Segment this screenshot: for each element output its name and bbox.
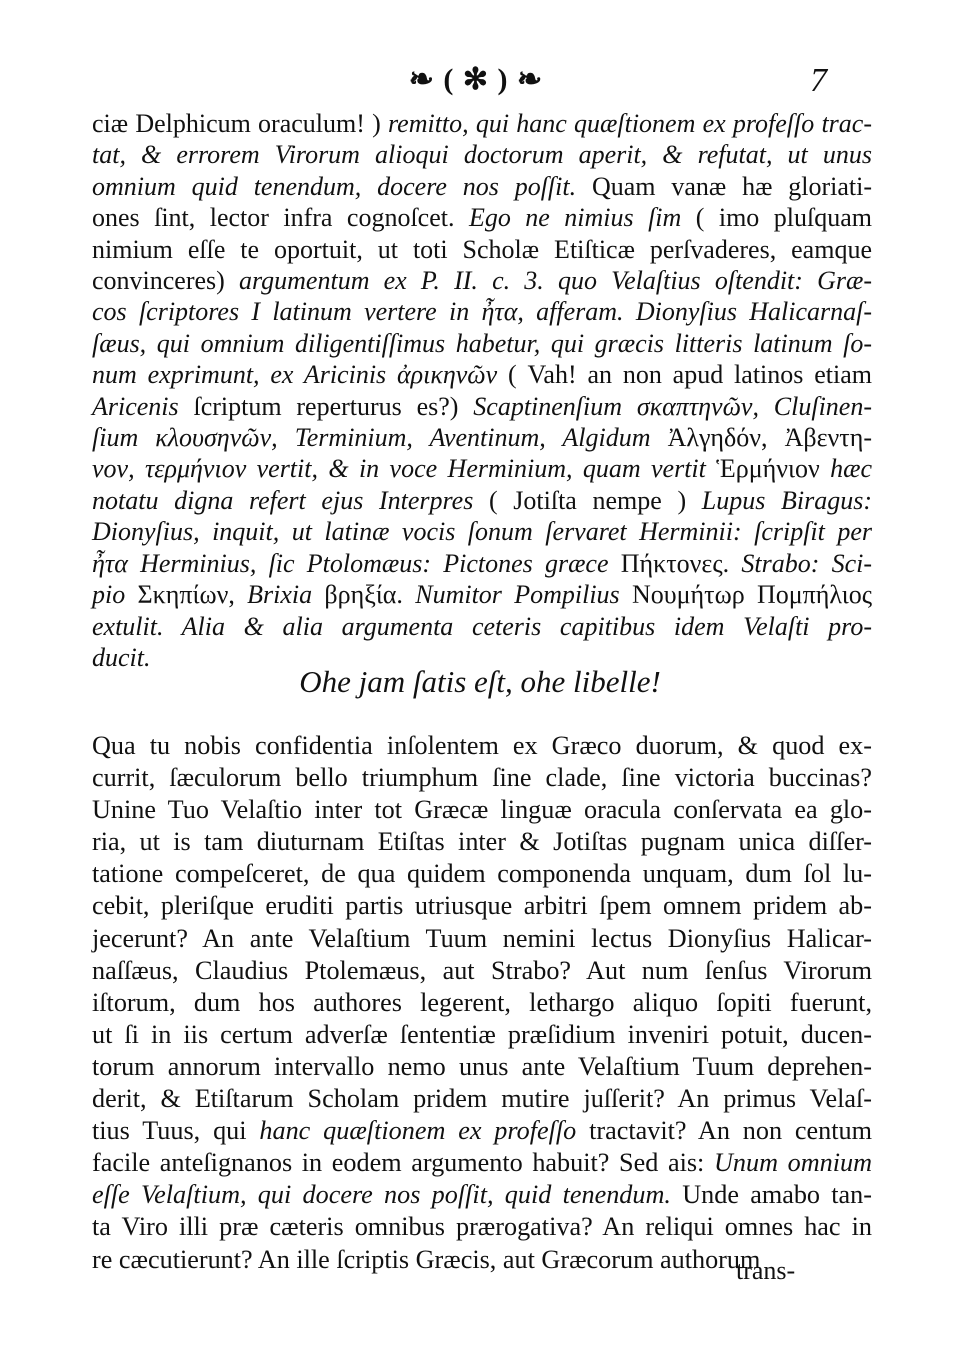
page-number: 7	[810, 62, 827, 99]
italic-run: omnium quid tenendum, docere nos poſſit.	[92, 171, 592, 201]
text-line	[92, 579, 872, 610]
text-line: jecerunt? An ante Velaſtium Tuum nemini lectus Dionyſius Halicar-	[92, 923, 872, 953]
text-line: iſtorum, dum hos authores legerent, lethargo aliquo ſopiti fuerunt,	[92, 987, 872, 1017]
roman-run: ( imo pluſquam	[695, 203, 872, 233]
text-line: tatione compeſceret, de qua quidem componenda unquam, dum ſol lu-	[92, 859, 872, 889]
text-line	[92, 453, 872, 484]
roman-run: tractavit? An non centum	[589, 1116, 872, 1146]
roman-run: nimium eſſe te oportuit, ut toti Scholæ Etiſticæ perſvaderes, eamque	[92, 234, 872, 264]
roman-run: tius Tuus, qui	[92, 1116, 260, 1146]
roman-run: ( Jotiſta nempe )	[488, 485, 702, 515]
text-line	[92, 265, 872, 296]
italic-run: tat, & errorem Virorum alioqui doctorum aperit, & refutat, ut unus	[92, 140, 872, 170]
text-line	[92, 139, 872, 170]
roman-run: facile anteſignanos in eodem argumento habuit? Sed ais:	[92, 1148, 714, 1178]
italic-run: pio	[92, 580, 138, 610]
italic-run: ducit.	[92, 642, 151, 672]
text-line	[92, 234, 872, 265]
text-line: currit, ſæculorum bello triumphum ſine clade, ſine victoria buccinas?	[92, 763, 872, 793]
text-line	[92, 611, 872, 642]
text-line: torum annorum intervallo nemo unus ante Velaſtium Tuum deprehen-	[92, 1051, 872, 1081]
text-line: ut ſi in iis certum adverſæ ſententiæ præſidium inveniri potuit, ducen-	[92, 1019, 872, 1049]
italic-run: extulit. Alia & alia argumenta ceteris capitibus idem Velaſti pro-	[92, 611, 872, 641]
italic-run: num exprimunt, ex Aricinis ἀρικηνῶν	[92, 360, 509, 390]
text-line: Unine Tuo Velaſtio inter tot Græcæ linguæ oracula conſervata ea glo-	[92, 795, 872, 825]
italic-run: cos ſcriptores I latinum vertere in ἦτα, afferam. Dionyſius Halicarnaſ-	[92, 297, 872, 327]
italic-run: hanc quæſtionem ex profeſſo	[259, 1116, 590, 1146]
roman-run: Πήκτονες.	[620, 548, 742, 578]
text-line	[92, 328, 872, 359]
roman-run: Σκηπίων,	[137, 580, 248, 610]
text-line	[92, 516, 872, 547]
italic-run: Unum omnium	[713, 1148, 872, 1178]
italic-run: hæc	[830, 454, 872, 484]
italic-run: notatu digna refert ejus Interpres	[92, 485, 489, 515]
text-line	[92, 422, 872, 453]
italic-run: Lupus Biragus:	[701, 485, 872, 515]
text-line	[92, 1147, 872, 1179]
italic-run: remitto, qui hanc quæſtionem ex profeſſo trac-	[388, 109, 873, 138]
text-line: derit, & Etiſtarum Scholam pridem mutire juſſerit? An primus Velaſ-	[92, 1084, 872, 1114]
text-line	[92, 548, 872, 579]
italic-run: ſium κλουσηνῶν, Terminium, Aventinum, Algidum	[92, 423, 668, 453]
text-line	[92, 359, 872, 390]
text-line	[92, 108, 872, 139]
header-ornament: ❧ ( ✻ ) ❧	[408, 63, 544, 96]
italic-run: Dionyſius, inquit, ut latinæ vocis ſonum ſervaret Herminii: ſcripſit per	[92, 517, 872, 547]
text-line: ria, ut is tam diuturnam Etiſtas inter & Jotiſtas pugnam unica diſſer-	[92, 827, 872, 857]
italic-run: ſæus, qui omnium diligentiſſimus habetur, qui græcis litteris latinum ſo-	[92, 328, 872, 358]
text-line: re cæcutierunt? An ille ſcriptis Græcis, aut Græcorum authorum	[92, 1244, 761, 1274]
italic-run: Aricenis	[92, 391, 194, 421]
text-line	[92, 1115, 872, 1147]
text-line: cebit, pleriſque eruditi partis utriusque arbitri ſpem omnem pridem ab-	[92, 891, 872, 921]
text-line	[92, 1179, 872, 1211]
italic-run: Brixia	[247, 580, 325, 610]
text-line	[92, 296, 872, 327]
text-line: Qua tu nobis confidentia inſolentem ex Græco duorum, & quod ex-	[92, 731, 872, 760]
motto: Ohe jam ſatis eſt, ohe libelle!	[299, 664, 661, 699]
italic-run: Numitor Pompilius	[415, 580, 632, 610]
text-line	[92, 485, 872, 516]
roman-run: convinceres)	[92, 266, 239, 296]
roman-run: ciæ Delphicum oraculum! )	[92, 109, 388, 138]
text-line: ta Viro illi præ cæteris omnibus prærogativa? An reliqui omnes hac in	[92, 1212, 872, 1242]
roman-run: Ἀλγηδόν, Ἀβεντη-	[667, 423, 872, 453]
text-line: naſſæus, Claudius Ptolemæus, aut Strabo? Aut num ſenſus Virorum	[92, 955, 872, 985]
italic-run: Strabo: Sci-	[741, 548, 873, 578]
italic-run: ἦτα Herminius, ſic Ptolomæus: Pictones græce	[92, 548, 621, 578]
italic-run: Ego ne nimius ſim	[468, 203, 696, 233]
roman-run: Unde amabo tan-	[682, 1180, 872, 1210]
text-line	[92, 171, 872, 202]
text-line	[92, 391, 872, 422]
italic-run: eſſe Velaſtium, qui docere nos poſſit, quid tenendum.	[92, 1180, 683, 1210]
roman-run: Ἑρμήνιον	[716, 454, 831, 484]
roman-run: ( Vah! an non apud latinos etiam	[508, 360, 872, 390]
italic-run: argumentum ex P. II. c. 3. quo Velaſtius oſtendit: Græ-	[239, 266, 872, 296]
paragraph-1	[92, 108, 872, 673]
italic-run: νον, τερμήνιον vertit, & in voce Herminium, quam vertit	[92, 454, 717, 484]
italic-run: Scaptinenſium σκαπτηνῶν, Cluſinen-	[473, 391, 872, 421]
catchword: trans-	[736, 1256, 796, 1285]
roman-run: Νουμήτωρ Πομπήλιος	[631, 580, 872, 610]
page-header	[0, 60, 960, 104]
roman-run: βρηξία.	[324, 580, 416, 610]
roman-run: ſcriptum reperturus es?)	[193, 391, 474, 421]
roman-run: Quam vanæ hæ gloriati-	[591, 171, 873, 201]
text-line	[92, 202, 872, 233]
paragraph-2	[92, 730, 872, 1276]
roman-run: ones ſint, lector infra cognoſcet.	[92, 203, 469, 233]
